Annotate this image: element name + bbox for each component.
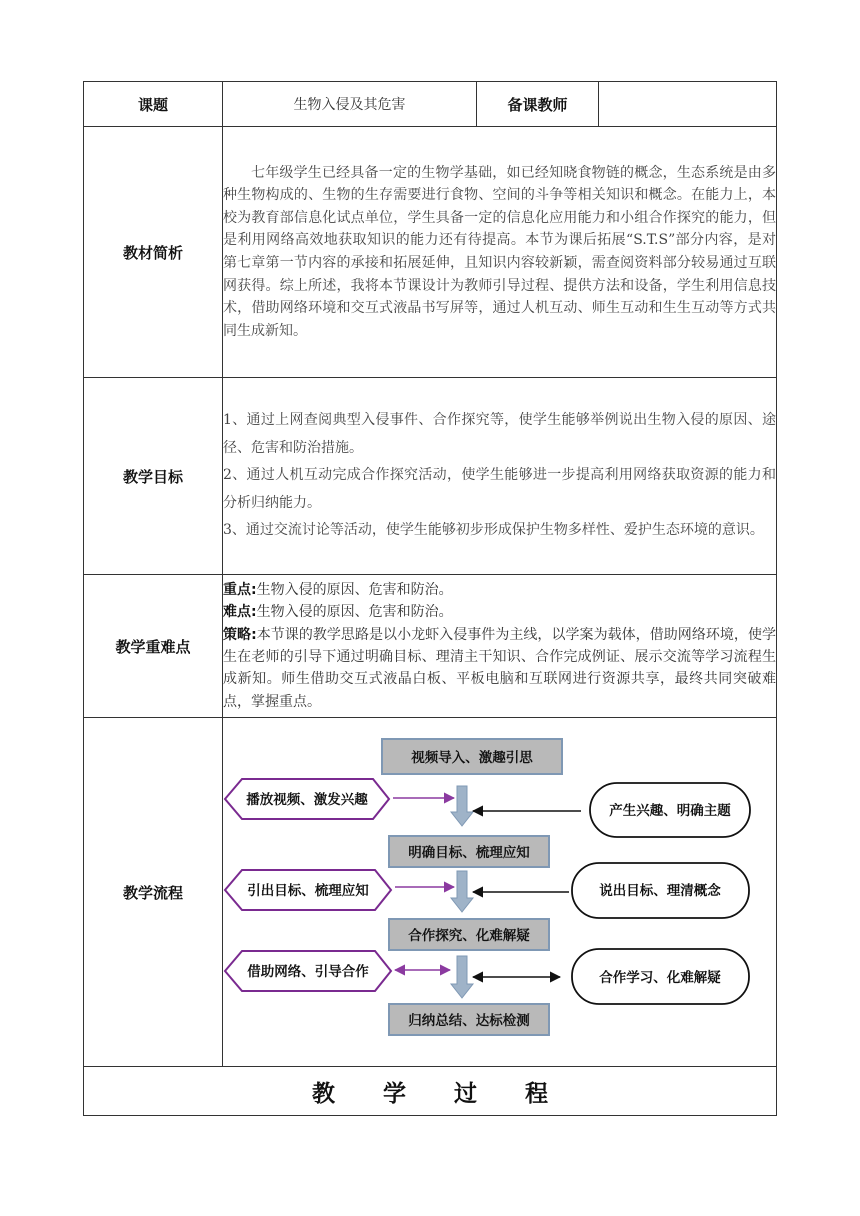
goals-row xyxy=(84,378,777,575)
material-label: 教材简析 xyxy=(84,127,223,378)
topic-label: 课题 xyxy=(84,82,223,127)
student-action-2 xyxy=(572,863,749,918)
key-point-text: 生物入侵的原因、危害和防治。 xyxy=(256,581,453,598)
down-arrow-2 xyxy=(451,871,473,912)
flow-step-2 xyxy=(389,836,549,867)
flow-row xyxy=(84,718,777,1067)
teaching-flowchart xyxy=(223,718,776,1062)
down-arrow-1 xyxy=(451,786,473,826)
strategy-label: 策略 xyxy=(223,626,252,643)
student-action-1-text: 产生兴趣、明确主题 xyxy=(609,803,731,819)
goal-item-1: 1、通过上网查阅典型入侵事件、合作探究等，使学生能够举例说出生物入侵的原因、途径、危害和防治措施。 xyxy=(223,412,776,456)
key-point-label: 重点 xyxy=(223,581,251,598)
flow-label: 教学流程 xyxy=(84,718,223,1067)
goal-item-3: 3、通过交流讨论等活动，使学生能够初步形成保护生物多样性、爱护生态环境的意识。 xyxy=(223,522,764,539)
flow-step-2-text: 明确目标、梳理应知 xyxy=(408,845,530,861)
difficulty-point: 难点:生物入侵的原因、危害和防治。 xyxy=(223,604,453,621)
header-row xyxy=(84,82,777,127)
strategy: 策略:本节课的教学思路是以小龙虾入侵事件为主线，以学案为载体，借助网络环境，使学生在老师的引导下通过明确目标、理清主干知识、合作完成例证、展示交流等学习流程生成新知。师生借助交互式液晶白板、平板电脑和互联网进行资源共享，最终共同突破难点，掌握重点。 xyxy=(223,626,777,710)
goals-label: 教学目标 xyxy=(84,378,223,575)
keypoints-label: 教学重难点 xyxy=(84,575,223,718)
teacher-action-1-text: 播放视频、激发兴趣 xyxy=(246,792,368,808)
student-action-1 xyxy=(590,783,750,837)
key-point: 重点:生物入侵的原因、危害和防治。 xyxy=(223,581,453,598)
difficulty-label: 难点 xyxy=(223,604,251,621)
teacher-action-3 xyxy=(225,951,391,991)
lesson-plan-sheet xyxy=(83,81,776,1112)
flow-step-3-text: 合作探究、化难解疑 xyxy=(408,928,530,944)
process-title: 教 学 过 程 xyxy=(84,1067,777,1116)
teacher-action-3-text: 借助网络、引导合作 xyxy=(247,964,369,980)
material-text: 七年级学生已经具备一定的生物学基础，如已经知晓食物链的概念，生态系统是由多种生物构成的、生物的生存需要进行食物、空间的斗争等相关知识和概念。在能力上，本校为教育部信息化试点单位，学生具备一定的信息化应用能力和小组合作探究的能力，但是利用网络高效地获取知识的能力还有待提高。本节为课后拓展“S.T.S”部分内容，是对第七章第一节内容的承接和拓展延伸，且知识内容较新颖，需查阅资料部分较易通过互联网获得。综上所述，我将本节课设计为教师引导过程、提供方法和设备，学生利用信息技术，借助网络环境和交互式液晶书写屏等，通过人机互动、师生互动和生生互动等方式共同生成新知。 xyxy=(223,164,776,339)
topic-value: 生物入侵及其危害 xyxy=(223,82,477,127)
goal-item-2: 2、通过人机互动完成合作探究活动，使学生能够进一步提高利用网络获取资源的能力和分析归纳能力。 xyxy=(223,467,776,511)
teacher-action-2-text: 引出目标、梳理应知 xyxy=(247,883,369,899)
student-action-2-text: 说出目标、理清概念 xyxy=(599,883,721,899)
teacher-action-2 xyxy=(225,870,391,910)
teacher-action-1 xyxy=(225,779,389,819)
keypoints-row xyxy=(84,575,777,718)
difficulty-text: 生物入侵的原因、危害和防治。 xyxy=(256,604,453,621)
goals-cell xyxy=(223,378,777,575)
flow-step-4 xyxy=(389,1004,549,1035)
flow-step-4-text: 归纳总结、达标检测 xyxy=(408,1013,530,1029)
down-arrow-3 xyxy=(451,956,473,998)
material-cell xyxy=(223,127,777,378)
flow-step-3 xyxy=(389,919,549,950)
student-action-3 xyxy=(572,949,749,1004)
keypoints-cell xyxy=(223,575,777,718)
lesson-plan-table xyxy=(83,81,777,1116)
student-action-3-text: 合作学习、化难解疑 xyxy=(599,970,721,986)
material-row xyxy=(84,127,777,378)
process-title-row xyxy=(84,1067,777,1116)
teacher-label: 备课教师 xyxy=(477,82,599,127)
strategy-text: 本节课的教学思路是以小龙虾入侵事件为主线，以学案为载体，借助网络环境，使学生在老师的引导下通过明确目标、理清主干知识、合作完成例证、展示交流等学习流程生成新知。师生借助交互式液晶白板、平板电脑和互联网进行资源共享，最终共同突破难点，掌握重点。 xyxy=(223,626,777,710)
flow-step-1-text: 视频导入、激趣引思 xyxy=(411,750,533,766)
teacher-value xyxy=(599,82,777,127)
flow-cell xyxy=(223,718,777,1067)
flow-step-1 xyxy=(382,739,562,774)
